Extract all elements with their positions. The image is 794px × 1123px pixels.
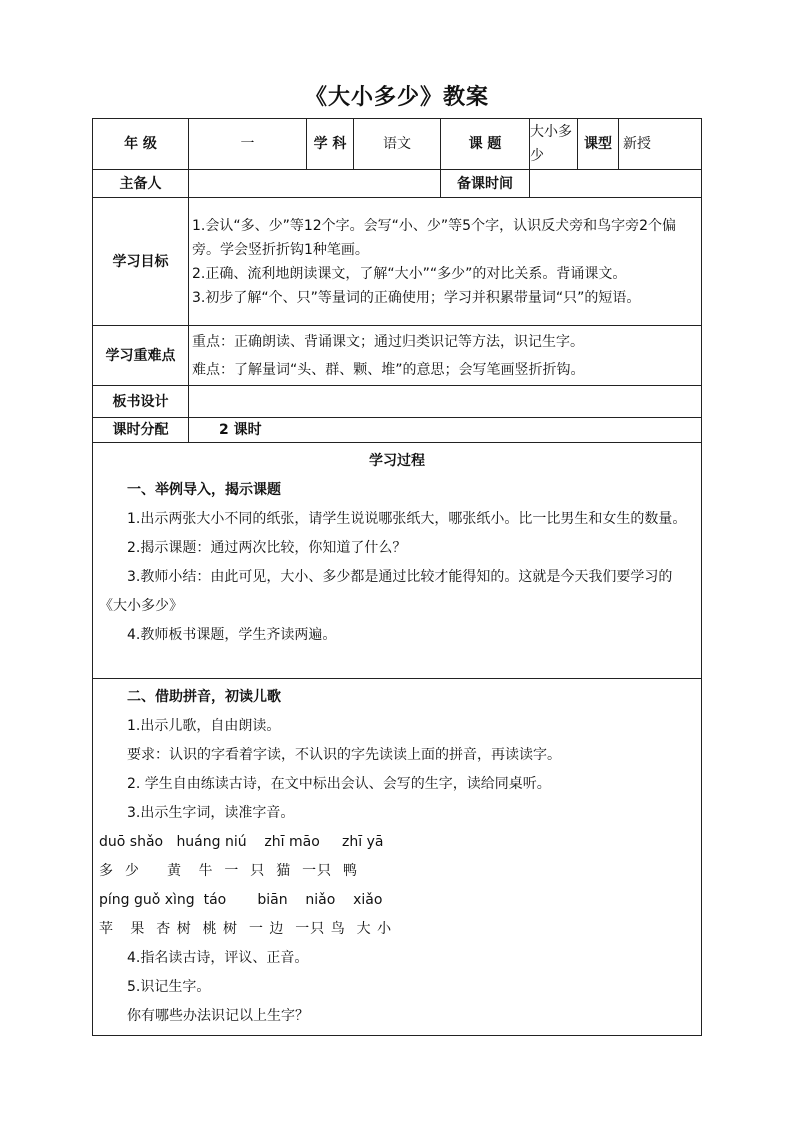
time-allocation-label: 课时分配 [93, 418, 189, 443]
preparer-row [93, 170, 702, 198]
key-points-row [93, 326, 702, 386]
key-points-content [189, 326, 702, 386]
goal-item: 2.正确、流利地朗读课文，了解“大小”“多少”的对比关系。背诵课文。 [192, 265, 627, 282]
section2-item: 2. 学生自由练读古诗，在文中标出会认、会写的生字，读给同桌听。 [127, 776, 551, 792]
hanzi-line: 苹 果 杏 树 桃 树 一 边 一只 鸟 大 小 [99, 921, 393, 937]
grade-label: 年 级 [93, 119, 189, 170]
section2-item: 5.识记生字。 [127, 979, 211, 995]
page-title: 《大小多少》教案 [304, 85, 489, 110]
board-design-label: 板书设计 [93, 386, 189, 418]
prep-time-value [530, 170, 702, 198]
header-row [93, 119, 702, 170]
pinyin-line: píng guǒ xìng táo biān niǎo xiǎo [99, 892, 383, 908]
section2-title: 二、借助拼音，初读儿歌 [127, 689, 281, 705]
section2-item: 1.出示儿歌，自由朗读。 [127, 718, 281, 734]
section1-title: 一、举例导入，揭示课题 [127, 482, 281, 498]
section1-item: 1.出示两张大小不同的纸张，请学生说说哪张纸大，哪张纸小。比一比男生和女生的数量。 [127, 511, 687, 527]
section2-item: 3.出示生字词，读准字音。 [127, 805, 295, 821]
time-allocation-row [93, 418, 702, 443]
preparer-value [189, 170, 441, 198]
board-design-value [189, 386, 702, 418]
board-design-row [93, 386, 702, 418]
section1-item: 2.揭示课题：通过两次比较，你知道了什么？ [127, 540, 407, 556]
process-section1-row [93, 443, 702, 679]
process-heading: 学习过程 [369, 453, 425, 469]
process-section2 [93, 679, 702, 1036]
preparer-label: 主备人 [93, 170, 189, 198]
type-value: 新授 [623, 136, 651, 152]
goals-row [93, 198, 702, 326]
hanzi-line: 多 少 黄 牛 一 只 猫 一只 鸭 [99, 863, 359, 879]
section2-item: 要求：认识的字看着字读，不认识的字先读读上面的拼音，再读读字。 [127, 747, 561, 763]
process-section1 [93, 443, 702, 679]
goal-item: 1.会认“多、少”等12个字。会写“小、少”等5个字，认识反犬旁和鸟字旁2个偏旁。学会竖折折钩1种笔画。 [192, 217, 676, 258]
grade-value: 一 [189, 119, 307, 170]
goal-item: 3.初步了解“个、只”等量词的正确使用；学习并积累带量词“只”的短语。 [192, 289, 641, 306]
difficult-point: 难点：了解量词“头、群、颗、堆”的意思；会写笔画竖折折钩。 [192, 361, 585, 378]
prep-time-label: 备课时间 [441, 170, 530, 198]
subject-label: 学 科 [307, 119, 354, 170]
type-label: 课型 [578, 119, 619, 169]
process-section2-row [93, 679, 702, 1036]
type-cell [578, 119, 702, 170]
pinyin-line: duō shǎo huáng niú zhī māo zhī yā [99, 834, 384, 850]
time-allocation-value: 2 课时 [189, 418, 702, 443]
section1-item: 3.教师小结：由此可见，大小、多少都是通过比较才能得知的。这就是今天我们要学习的《大小多少》 [99, 569, 673, 614]
section2-item: 4.指名读古诗，评议、正音。 [127, 950, 309, 966]
section2-item: 你有哪些办法识记以上生字？ [127, 1008, 309, 1024]
section1-item: 4.教师板书课题，学生齐读两遍。 [127, 627, 337, 643]
topic-cell [530, 119, 578, 170]
lesson-plan-table [92, 118, 702, 1036]
key-point: 重点：正确朗读、背诵课文；通过归类识记等方法，识记生字。 [192, 333, 584, 350]
topic-value: 大小多少 [530, 124, 572, 164]
subject-value: 语文 [354, 119, 441, 170]
topic-label: 课 题 [441, 119, 530, 170]
goals-content [189, 198, 702, 326]
goals-label: 学习目标 [93, 198, 189, 326]
key-points-label: 学习重难点 [93, 326, 189, 386]
